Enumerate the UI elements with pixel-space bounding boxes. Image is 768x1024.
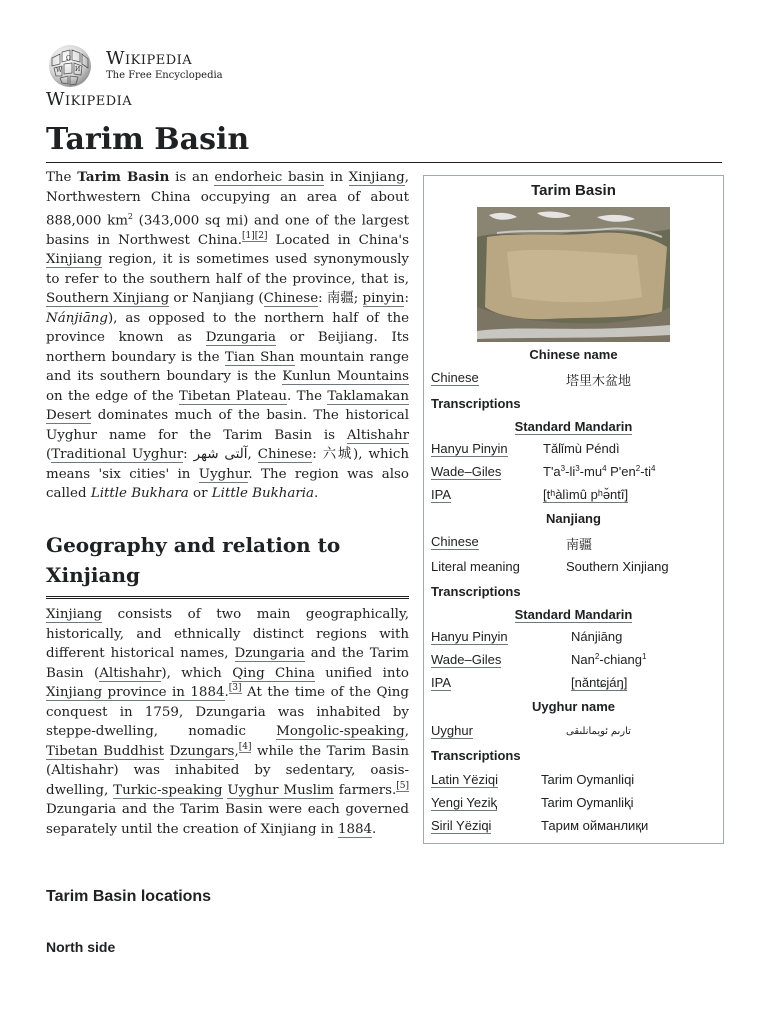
infobox-link-yengi-yezik[interactable]: Yengi Yeziⱪ bbox=[431, 795, 498, 810]
infobox-link-chinese[interactable]: Chinese bbox=[431, 370, 479, 385]
infobox-link-std-mandarin-2[interactable]: Standard Mandarin bbox=[514, 607, 633, 622]
infobox-value-latin: Tarim Oymanliqi bbox=[541, 772, 635, 787]
infobox-link-chinese-2[interactable]: Chinese bbox=[431, 534, 479, 549]
infobox-std-mandarin-1 bbox=[424, 419, 723, 434]
infobox-link-latin-yeziqi[interactable]: Latin Yëziqi bbox=[431, 772, 498, 787]
ref-2[interactable]: [2] bbox=[254, 230, 268, 241]
section-heading-locations: Tarim Basin locations bbox=[46, 888, 212, 905]
infobox-link-hanyu-pinyin-2[interactable]: Hanyu Pinyin bbox=[431, 629, 508, 644]
infobox-std-mandarin-2 bbox=[424, 607, 723, 622]
ref-1[interactable]: [1] bbox=[241, 230, 255, 241]
infobox-transcriptions-1: Transcriptions bbox=[431, 396, 521, 411]
infobox-link-ipa-2[interactable]: IPA bbox=[431, 675, 451, 690]
geography-paragraph: Xinjiang consists of two main geographically, historically, and ethnically distinct regions with different historical names, Dzungaria and the Tarim Basin (Altishahr), which Qing China unified into Xinjiang province in 1884.[3] At the time of the Qing conquest in 1759, Dzungaria was inhabited by steppe-dwelling, nomadic Mongolic-speaking, Tibetan Buddhist Dzungars,[4] while the Tarim Basin (Altishahr) was inhabited by sedentary, oasis-dwelling, Turkic-speaking Uyghur Muslim farmers.[5] Dzungaria and the Tarim Basin were each governed separately until the creation of Xinjiang in 1884. bbox=[46, 607, 410, 837]
ref-4[interactable]: [4] bbox=[238, 741, 252, 752]
lead-paragraph: The Tarim Basin is an endorheic basin in Xinjiang, Northwestern China occupying an area of about 888,000 $km^2$ (343,000 sq mi) and one of the largest basins in Northwest China.[1][2] Located in China's Xinjiang region, it is sometimes used synonymously to refer to the southern half of the province, that is, Southern Xinjiang or Nanjiang (Chinese: 南疆; pinyin: Nánjiāng), as opposed to the northern half of the province known as Dzungaria or Beijiang. Its northern boundary is the Tian Shan mountain range and its southern boundary is the Kunlun Mountains on the edge of the Tibetan Plateau. The Taklamakan Desert dominates much of the basin. The historical Uyghur name for the Tarim Basin is Altishahr (Traditional Uyghur: آلتی شهر, Chinese: 六城), which means 'six cities' in Uyghur. The region was also called Little Bukhara or Little Bukharia. bbox=[46, 169, 409, 502]
infobox-header-nanjiang: Nanjiang bbox=[546, 511, 601, 526]
infobox-value-ipa-1[interactable]: [tʰàlìmû pʰə̌ntî] bbox=[543, 487, 629, 502]
svg-text:И: И bbox=[75, 66, 81, 73]
infobox-row-ipa-1 bbox=[431, 487, 721, 507]
link-uyghur[interactable]: Uyghur bbox=[198, 466, 249, 482]
link-turkic-speaking[interactable]: Turkic-speaking bbox=[113, 782, 223, 798]
infobox-row-latin bbox=[431, 772, 721, 792]
infobox-transcriptions-3: Transcriptions bbox=[431, 748, 521, 763]
infobox-row-hanyu-1 bbox=[431, 441, 721, 461]
infobox-header-uyghur-name: Uyghur name bbox=[531, 699, 616, 714]
infobox-link-ipa-1[interactable]: IPA bbox=[431, 487, 451, 502]
ref-3[interactable]: [3] bbox=[228, 683, 242, 693]
infobox-row-siril bbox=[431, 818, 721, 838]
link-uyghur-muslim[interactable]: Uyghur Muslim bbox=[227, 782, 334, 798]
link-tibetan-buddhist[interactable]: Tibetan Buddhist bbox=[46, 743, 165, 759]
infobox-row-uyghur bbox=[431, 723, 721, 743]
infobox-row-ipa-2 bbox=[431, 675, 721, 695]
site-header bbox=[46, 44, 346, 110]
link-dzungaria[interactable]: Dzungaria bbox=[205, 330, 276, 346]
infobox-value-chinese-2: 南疆 bbox=[566, 537, 593, 552]
site-wordmark-secondary[interactable]: Wikipedia bbox=[46, 89, 133, 110]
infobox-value-hanyu-2: Nánjiāng bbox=[571, 629, 623, 644]
infobox-link-siril-yeziqi[interactable]: Siril Yëziqi bbox=[431, 818, 492, 833]
infobox-link-uyghur[interactable]: Uyghur bbox=[431, 723, 473, 738]
link-dzungars[interactable]: Dzungars bbox=[169, 743, 235, 759]
link-southern-xinjiang[interactable]: Southern Xinjiang bbox=[46, 291, 170, 307]
infobox-value-yengi: Tarim Oymanliⱪi bbox=[541, 795, 634, 810]
infobox-transcriptions-2: Transcriptions bbox=[431, 584, 521, 599]
link-altishahr-2[interactable]: Altishahr bbox=[99, 665, 162, 681]
infobox-value-chinese: 塔里木盆地 bbox=[566, 373, 632, 388]
subsection-heading-north: North side bbox=[46, 939, 116, 955]
infobox-value-uyghur: تارىم ئويمانلىقى bbox=[566, 726, 631, 737]
infobox-value-hanyu-1: Tǎlǐmù Péndì bbox=[543, 441, 620, 456]
infobox-value-literal: Southern Xinjiang bbox=[566, 559, 669, 574]
infobox-link-wade-giles-2[interactable]: Wade–Giles bbox=[431, 652, 502, 667]
site-tagline: The Free Encyclopedia bbox=[106, 70, 223, 81]
infobox-row-hanyu-2 bbox=[431, 629, 721, 649]
infobox-row-literal bbox=[431, 559, 721, 579]
ref-5[interactable]: [5] bbox=[396, 780, 410, 791]
link-xinjiang-province[interactable]: Xinjiang province in 1884 bbox=[46, 685, 225, 700]
infobox-label-literal: Literal meaning bbox=[431, 559, 520, 574]
infobox-link-std-mandarin-1[interactable]: Standard Mandarin bbox=[514, 419, 633, 434]
link-xinjiang-2[interactable]: Xinjiang bbox=[46, 252, 103, 268]
link-1884[interactable]: 1884 bbox=[337, 821, 373, 837]
infobox-value-wade-2: Nan$^2$-chiang$^1$ bbox=[571, 652, 647, 667]
infobox-row-chinese-2 bbox=[431, 534, 721, 554]
link-chinese-1[interactable]: Chinese bbox=[263, 291, 319, 307]
infobox-title: Tarim Basin bbox=[531, 182, 616, 199]
wikipedia-globe-logo[interactable] bbox=[46, 44, 94, 88]
infobox-link-wade-giles-1[interactable]: Wade–Giles bbox=[431, 464, 502, 479]
infobox-header-chinese-name: Chinese name bbox=[529, 347, 618, 362]
infobox-row-wade-2 bbox=[431, 652, 721, 672]
link-qing-china[interactable]: Qing China bbox=[232, 665, 315, 681]
site-wordmark[interactable]: Wikipedia bbox=[106, 48, 193, 69]
infobox-row-chinese bbox=[431, 370, 721, 390]
link-pinyin[interactable]: pinyin bbox=[362, 291, 405, 307]
svg-text:Ω: Ω bbox=[66, 55, 71, 62]
link-kunlun[interactable]: Kunlun Mountains bbox=[282, 369, 409, 385]
satellite-image[interactable] bbox=[477, 207, 670, 342]
link-tibetan-plateau[interactable]: Tibetan Plateau bbox=[178, 388, 288, 404]
link-taklamakan[interactable]: Taklamakan Desert bbox=[46, 388, 409, 424]
infobox-link-hanyu-pinyin-1[interactable]: Hanyu Pinyin bbox=[431, 441, 508, 456]
link-xinjiang[interactable]: Xinjiang bbox=[348, 170, 405, 185]
page-title: Tarim Basin bbox=[46, 122, 722, 163]
infobox bbox=[423, 175, 724, 844]
link-tian-shan[interactable]: Tian Shan bbox=[224, 349, 295, 365]
link-chinese-2[interactable]: Chinese bbox=[257, 447, 313, 463]
infobox-value-ipa-2[interactable]: [nǎntɕjáŋ] bbox=[571, 675, 628, 690]
link-mongolic-speaking[interactable]: Mongolic-speaking bbox=[276, 724, 405, 739]
infobox-value-wade-1: $T'a^3-li^3-mu^4$ $P'en^2-ti^4$ bbox=[543, 464, 656, 479]
link-traditional-uyghur[interactable]: Traditional Uyghur bbox=[51, 447, 184, 463]
link-altishahr[interactable]: Altishahr bbox=[346, 427, 409, 443]
link-xinjiang-3[interactable]: Xinjiang bbox=[46, 607, 103, 622]
svg-text:W: W bbox=[56, 67, 63, 74]
infobox-row-wade-1 bbox=[431, 464, 721, 484]
link-dzungaria-2[interactable]: Dzungaria bbox=[234, 646, 305, 661]
infobox-row-yengi bbox=[431, 795, 721, 815]
infobox-value-siril: Тарим ойманлиқи bbox=[541, 818, 649, 833]
section-heading-geography: Geography and relation to Xinjiang bbox=[46, 530, 409, 599]
link-endorheic-basin[interactable]: endorheic basin bbox=[214, 170, 325, 185]
